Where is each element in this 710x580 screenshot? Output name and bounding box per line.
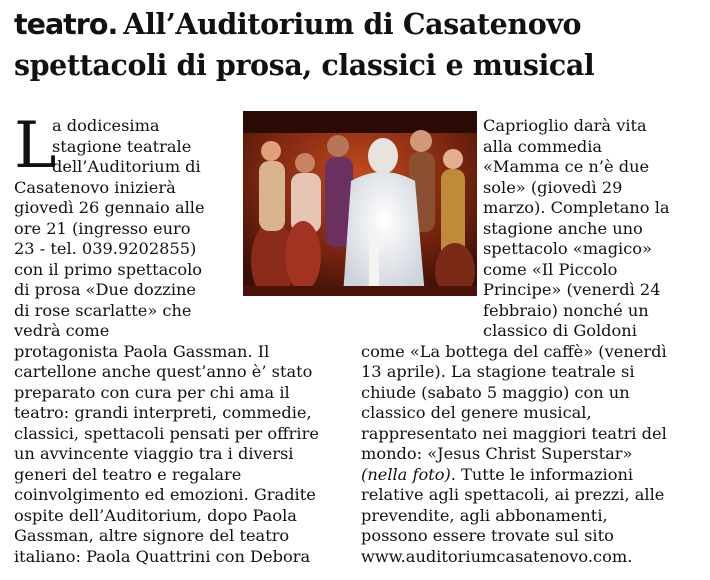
article-text-line: 13 aprile). La stagione teatrale si [361, 362, 635, 381]
headline [14, 4, 704, 85]
article-text-line: ospite dell’Auditorium, dopo Paola [14, 506, 297, 525]
article-text-line: dell’Auditorium di [52, 157, 201, 176]
stage-photo-illustration [243, 111, 477, 296]
article-text-line: spettacolo «magico» [483, 239, 652, 258]
article-text-line: classico del genere musical, [361, 403, 592, 422]
article-text-line: Casatenovo inizierà [14, 178, 176, 197]
article-text-line: vedrà come [14, 321, 110, 340]
article-text-line: a dodicesima [52, 116, 160, 135]
article-text-line: stagione teatrale [52, 137, 192, 156]
article-text-line: come «Il Piccolo [483, 260, 618, 279]
article-text-line: marzo). Completano la [483, 198, 670, 217]
article-text-line: preparato con cura per chi ama il [14, 383, 290, 402]
article-text-line: rappresentato nei maggiori teatri del [361, 424, 667, 443]
website-url: www.auditoriumcasatenovo.com. [361, 547, 633, 566]
article-text-line: «Mamma ce n’è due [483, 157, 650, 176]
article-text-line: giovedì 26 gennaio alle [14, 198, 205, 217]
article-text-line: protagonista Paola Gassman. Il [14, 342, 270, 361]
article-text-line: teatro: grandi interpreti, commedie, [14, 403, 312, 422]
article-text-line: cartellone anche quest’anno è’ stato [14, 362, 313, 381]
article-text-line: possono essere trovate sul sito [361, 526, 614, 545]
headline-line-1 [14, 4, 704, 45]
article-text-line: coinvolgimento ed emozioni. Gradite [14, 485, 316, 504]
article-text-line: febbraio) nonché un [483, 301, 649, 320]
article-text-line: di prosa «Due dozzine [14, 280, 197, 299]
article-text-line: italiano: Paola Quattrini con Debora [14, 547, 311, 566]
article-text-line: classici, spettacoli pensati per offrire [14, 424, 319, 443]
article-text-line: Caprioglio darà vita [483, 116, 647, 135]
article-text-line: alla commedia [483, 137, 603, 156]
article-text-line: generi del teatro e regalare [14, 465, 242, 484]
article-text-line: di rose scarlatte» che [14, 301, 192, 320]
article-text-line: sole» (giovedì 29 [483, 178, 623, 197]
headline-line-2: spettacoli di prosa, classici e musical [14, 48, 595, 82]
article-text-fragment: . Tutte le informazioni [450, 465, 634, 484]
article-text-line: Gassman, altre signore del teatro [14, 526, 290, 545]
article-text-line: un avvincente viaggio tra i diversi [14, 444, 294, 463]
article-text-line: mondo: «Jesus Christ Superstar» [361, 444, 633, 463]
article-text-line: come «La bottega del caffè» (venerdì [361, 342, 667, 361]
photo-credit-reference: (nella foto) [361, 465, 451, 484]
article-text-line: classico di Goldoni [483, 321, 637, 340]
article-text-line: relative agli spettacoli, ai prezzi, alle [361, 485, 665, 504]
article-text-line: stagione anche uno [483, 219, 643, 238]
article-text-line: 23 - tel. 039.9202855) [14, 239, 197, 258]
article-text-line: chiude (sabato 5 maggio) con un [361, 383, 630, 402]
article-text-line [361, 465, 633, 485]
headline-title-part-1: All’Auditorium di Casatenovo [123, 7, 582, 41]
article-photo [243, 111, 477, 296]
article-text-line: prevendite, agli abbonamenti, [361, 506, 608, 525]
section-kicker: teatro. [14, 8, 118, 41]
drop-cap: L [14, 109, 57, 183]
article-text-line: ore 21 (ingresso euro [14, 219, 191, 238]
article-text-line: Principe» (venerdì 24 [483, 280, 661, 299]
article-text-line: con il primo spettacolo [14, 260, 203, 279]
